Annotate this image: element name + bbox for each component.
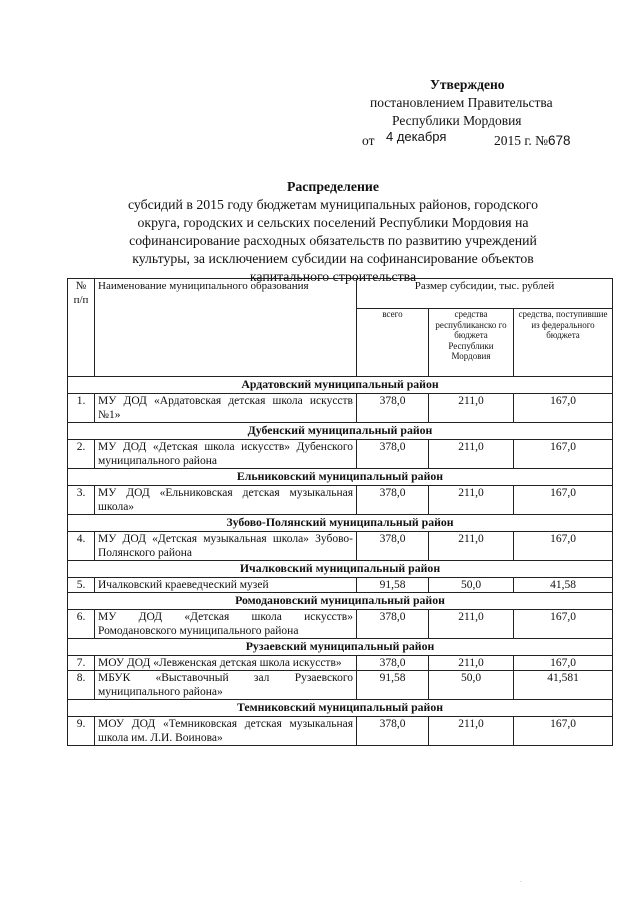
row-total: 378,0 xyxy=(357,486,429,515)
district-row xyxy=(68,377,613,394)
header-num: № п/п xyxy=(68,279,95,377)
title-line-4: культуры, за исключением субсидии на софинансирование объектов xyxy=(132,251,534,266)
row-num: 8. xyxy=(68,671,95,700)
row-republic: 211,0 xyxy=(429,486,514,515)
header-total: всего xyxy=(357,309,429,377)
district-row xyxy=(68,515,613,532)
row-republic: 50,0 xyxy=(429,671,514,700)
row-total: 378,0 xyxy=(357,610,429,639)
table-row xyxy=(68,486,613,515)
row-num: 3. xyxy=(68,486,95,515)
row-total: 378,0 xyxy=(357,656,429,671)
title-heading: Распределение xyxy=(286,179,379,194)
row-num: 6. xyxy=(68,610,95,639)
row-name: МОУ ДОД «Темниковская детская музыкальная школа им. Л.И. Воинова» xyxy=(95,717,357,746)
row-total: 378,0 xyxy=(357,532,429,561)
approval-number: 678 xyxy=(548,133,571,148)
district-row xyxy=(68,423,613,440)
header-name: Наименование муниципального образования xyxy=(95,279,357,377)
district-title: Темниковский муниципальный район xyxy=(68,700,613,717)
table-row xyxy=(68,532,613,561)
row-republic: 211,0 xyxy=(429,610,514,639)
header-federal: средства, поступившие из федерального бюджета xyxy=(514,309,613,377)
row-name: МУ ДОД «Детская музыкальная школа» Зубово-Полянского района xyxy=(95,532,357,561)
district-title: Ардатовский муниципальный район xyxy=(68,377,613,394)
row-total: 378,0 xyxy=(357,440,429,469)
row-federal: 167,0 xyxy=(514,486,613,515)
row-num: 7. xyxy=(68,656,95,671)
approval-ot: от xyxy=(362,133,375,148)
approval-line-republic: Республики Мордовия xyxy=(392,113,522,128)
approval-year-text: 2015 г. № xyxy=(494,133,549,148)
row-name: МУ ДОД «Детская школа искусств» Дубенского муниципального района xyxy=(95,440,357,469)
row-name: Ичалковский краеведческий музей xyxy=(95,578,357,593)
table-row xyxy=(68,671,613,700)
row-federal: 167,0 xyxy=(514,440,613,469)
row-num: 9. xyxy=(68,717,95,746)
row-total: 91,58 xyxy=(357,578,429,593)
row-num: 2. xyxy=(68,440,95,469)
row-republic: 211,0 xyxy=(429,394,514,423)
row-federal: 41,58 xyxy=(514,578,613,593)
subsidy-table-body xyxy=(68,279,613,746)
district-title: Ромодановский муниципальный район xyxy=(68,593,613,610)
scan-mark: . xyxy=(520,876,522,884)
district-row xyxy=(68,700,613,717)
title-line-2: округа, городских и сельских поселений Республики Мордовия на xyxy=(137,215,529,230)
table-row xyxy=(68,440,613,469)
subsidy-table xyxy=(67,278,613,746)
approval-line-decree: постановлением Правительства xyxy=(370,95,553,110)
row-federal: 167,0 xyxy=(514,610,613,639)
district-row xyxy=(68,593,613,610)
table-row xyxy=(68,656,613,671)
district-title: Ельниковский муниципальный район xyxy=(68,469,613,486)
row-name: МУ ДОД «Ельниковская детская музыкальная школа» xyxy=(95,486,357,515)
table-row xyxy=(68,578,613,593)
table-row xyxy=(68,610,613,639)
row-republic: 211,0 xyxy=(429,656,514,671)
table-row xyxy=(68,717,613,746)
title-line-3: софинансирование расходных обязательств по развитию учреждений xyxy=(129,233,537,248)
row-name: МОУ ДОД «Левженская детская школа искусств» xyxy=(95,656,357,671)
row-num: 5. xyxy=(68,578,95,593)
title-line-1: субсидий в 2015 году бюджетам муниципальных районов, городского xyxy=(127,197,539,212)
row-num: 4. xyxy=(68,532,95,561)
district-title: Дубенский муниципальный район xyxy=(68,423,613,440)
approval-date-line xyxy=(362,130,602,148)
row-federal: 167,0 xyxy=(514,394,613,423)
header-republic: средства республиканско го бюджета Республики Мордовия xyxy=(429,309,514,377)
row-name: МУ ДОД «Ардатовская детская школа искусств №1» xyxy=(95,394,357,423)
district-row xyxy=(68,561,613,578)
row-federal: 167,0 xyxy=(514,532,613,561)
row-num: 1. xyxy=(68,394,95,423)
header-size: Размер субсидии, тыс. рублей xyxy=(357,279,613,309)
district-row xyxy=(68,639,613,656)
approval-block xyxy=(362,76,602,148)
approval-date: 4 декабря xyxy=(386,129,447,144)
row-total: 91,58 xyxy=(357,671,429,700)
district-title: Зубово-Полянский муниципальный район xyxy=(68,515,613,532)
row-federal: 167,0 xyxy=(514,656,613,671)
title-line-5: капитального строительства xyxy=(249,269,417,284)
district-title: Рузаевский муниципальный район xyxy=(68,639,613,656)
row-federal: 167,0 xyxy=(514,717,613,746)
row-federal: 41,581 xyxy=(514,671,613,700)
district-title: Ичалковский муниципальный район xyxy=(68,561,613,578)
row-republic: 211,0 xyxy=(429,532,514,561)
table-row xyxy=(68,394,613,423)
approval-year xyxy=(494,132,571,150)
row-republic: 211,0 xyxy=(429,440,514,469)
row-republic: 50,0 xyxy=(429,578,514,593)
row-republic: 211,0 xyxy=(429,717,514,746)
table-header-row xyxy=(68,279,613,309)
row-total: 378,0 xyxy=(357,394,429,423)
approval-heading: Утверждено xyxy=(430,77,505,92)
district-row xyxy=(68,469,613,486)
row-name: МБУК «Выставочный зал Рузаевского муниципального района» xyxy=(95,671,357,700)
document-title xyxy=(60,178,606,286)
row-name: МУ ДОД «Детская школа искусств» Ромодановского муниципального района xyxy=(95,610,357,639)
row-total: 378,0 xyxy=(357,717,429,746)
